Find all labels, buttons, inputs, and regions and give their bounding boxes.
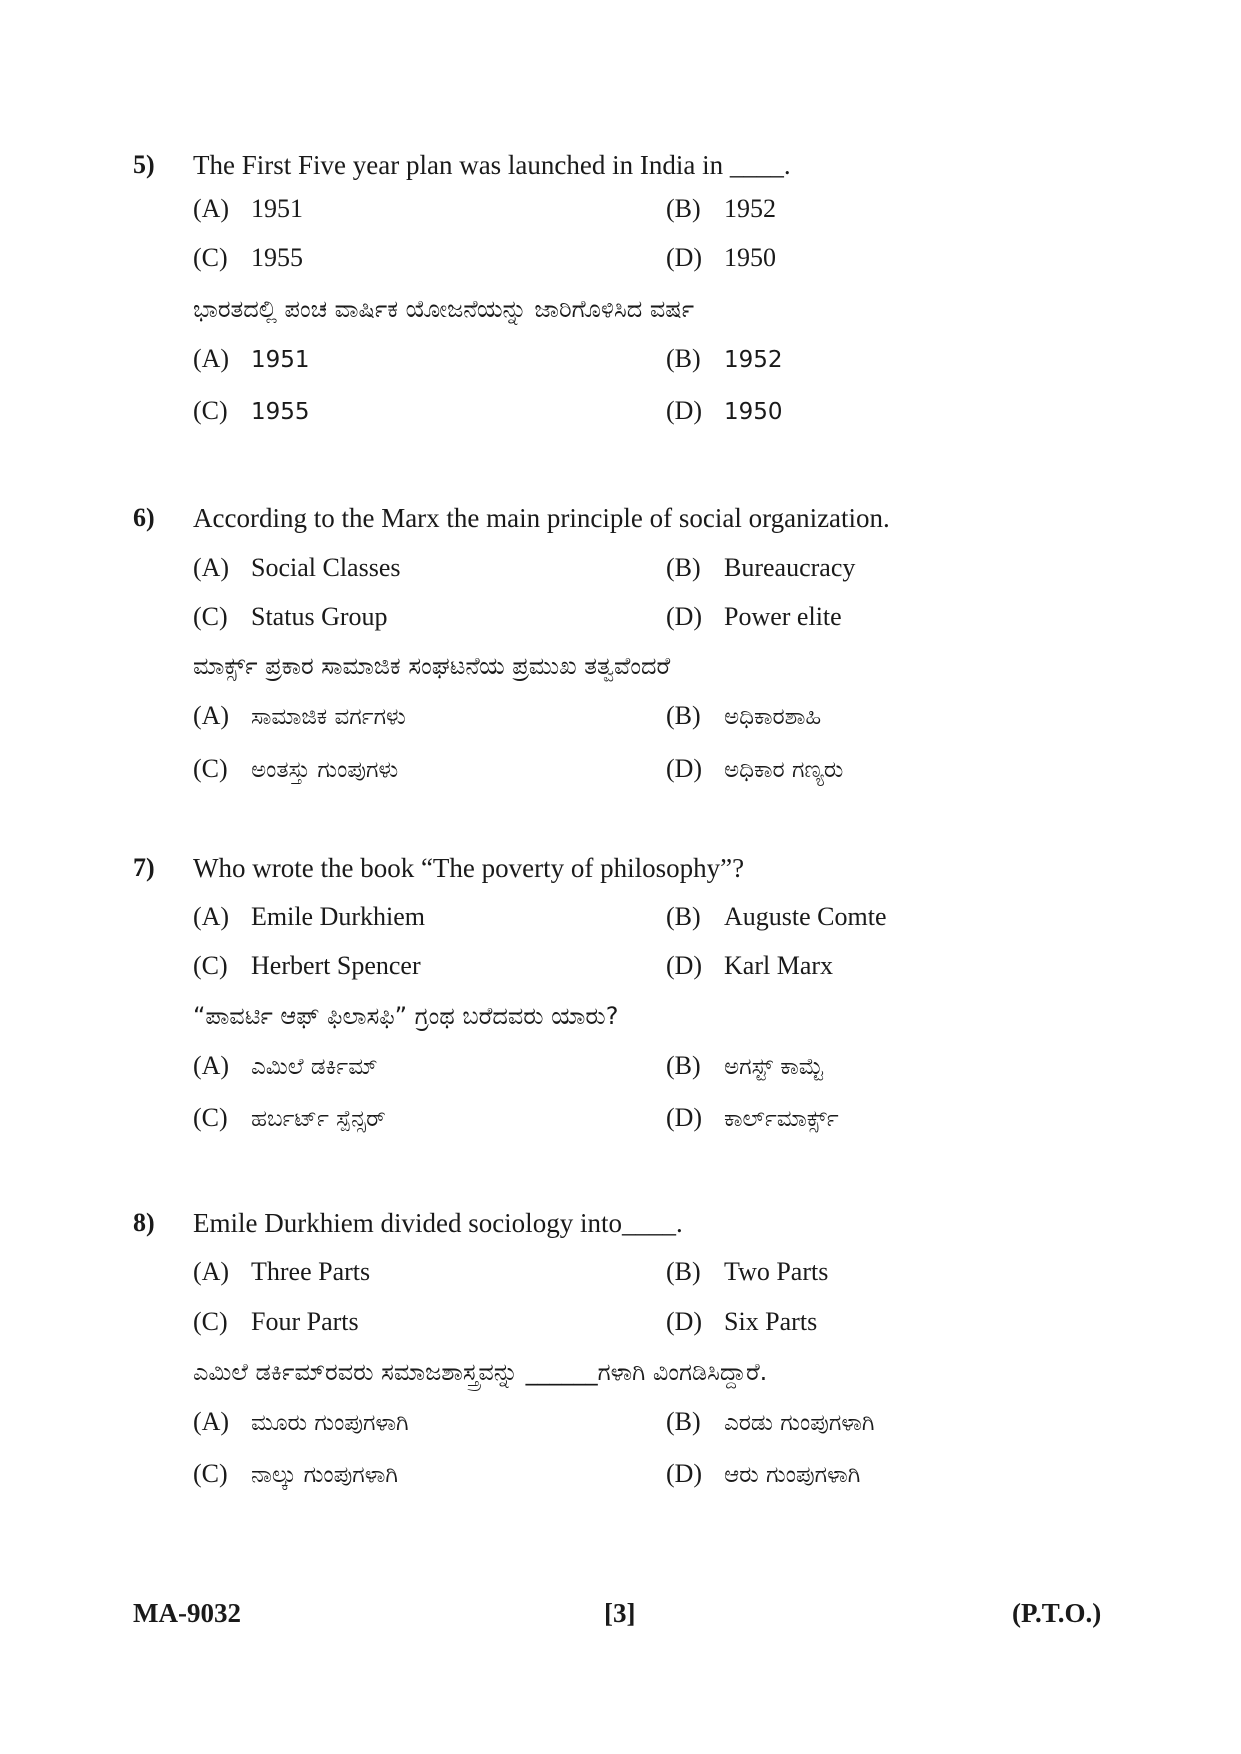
option-value: Status Group: [251, 602, 388, 631]
option-letter: (C): [193, 951, 228, 980]
option-b-en: [666, 194, 776, 224]
option-letter: (C): [193, 1307, 228, 1336]
option-b-kn: [666, 1051, 823, 1082]
option-letter: (D): [666, 243, 703, 272]
option-value: ಕಾರ್ಲ್‌ಮಾರ್ಕ್ಸ್: [724, 1106, 839, 1132]
option-value: Karl Marx: [724, 951, 834, 980]
option-value: ಅಧಿಕಾರಶಾಹಿ: [724, 704, 822, 730]
option-a-en: [193, 1257, 370, 1287]
option-value: 1951: [251, 194, 303, 223]
question-number: 8): [133, 1208, 155, 1237]
option-letter: (C): [193, 602, 228, 631]
option-value: ಸಾಮಾಜಿಕ ವರ್ಗಗಳು: [251, 704, 406, 730]
option-a-kn: [193, 1051, 378, 1082]
option-letter: (C): [193, 754, 228, 783]
question-text-kannada: ಭಾರತದಲ್ಲಿ ಪಂಚ ವಾರ್ಷಿಕ ಯೋಜನೆಯನ್ನು ಜಾರಿಗೊಳಿಸಿದ ವರ್ಷ: [193, 295, 695, 323]
question-text: Emile Durkhiem divided sociology into____.: [193, 1208, 683, 1238]
option-value: ಮೂರು ಗುಂಪುಗಳಾಗಿ: [251, 1410, 409, 1436]
option-letter: (C): [193, 1459, 228, 1488]
question-number: 5): [133, 150, 155, 179]
option-d-en: [666, 243, 776, 273]
option-letter: (A): [193, 1407, 230, 1436]
option-value: Social Classes: [251, 553, 401, 582]
option-value: ಎಮಿಲೆ ಡರ್ಕಿಮ್: [251, 1054, 378, 1080]
option-letter: (B): [666, 1257, 701, 1286]
option-c-kn: [193, 1459, 398, 1490]
question-text: According to the Marx the main principle of social organization.: [193, 503, 890, 533]
option-letter: (D): [666, 396, 703, 425]
option-value: ಅಂತಸ್ತು ಗುಂಪುಗಳು: [251, 757, 399, 783]
option-c-kn: [193, 754, 398, 785]
option-value: Bureaucracy: [724, 553, 856, 582]
option-c-en: [193, 951, 421, 981]
option-a-en: [193, 902, 425, 932]
option-value: ಹರ್ಬರ್ಟ್ ಸ್ಪೆನ್ಸರ್: [251, 1106, 386, 1132]
option-letter: (A): [193, 701, 230, 730]
option-value: Four Parts: [251, 1307, 359, 1336]
option-value: Herbert Spencer: [251, 951, 421, 980]
option-d-kn: [666, 1103, 839, 1134]
option-c-kn: [193, 1103, 386, 1134]
option-d-en: [666, 951, 833, 981]
option-letter: (A): [193, 344, 230, 373]
option-c-en: [193, 1307, 359, 1337]
option-value: Emile Durkhiem: [251, 902, 426, 931]
option-letter: (C): [193, 243, 228, 272]
option-a-en: [193, 553, 401, 583]
option-value: 1951: [251, 347, 310, 373]
option-letter: (B): [666, 701, 701, 730]
question-text-kannada: ಮಾರ್ಕ್ಸ್ ಪ್ರಕಾರ ಸಾಮಾಜಿಕ ಸಂಘಟನೆಯ ಪ್ರಮುಖ ತತ್ವವೆಂದರೆ: [193, 652, 671, 680]
option-letter: (A): [193, 194, 230, 223]
question-text-kannada: “ಪಾವರ್ಟಿ ಆಫ್ ಫಿಲಾಸಫಿ” ಗ್ರಂಥ ಬರೆದವರು ಯಾರು?: [193, 1002, 619, 1030]
paper-code: MA-9032: [133, 1598, 241, 1628]
option-letter: (D): [666, 1459, 703, 1488]
question-text-kannada: ಎಮಿಲೆ ಡರ್ಕಿಮ್‌ರವರು ಸಮಾಜಶಾಸ್ತ್ರವನ್ನು ______ಗಳಾಗಿ ವಿಂಗಡಿಸಿದ್ದಾರೆ.: [193, 1358, 768, 1386]
option-b-kn: [666, 701, 821, 732]
option-b-kn: [666, 1407, 875, 1438]
option-d-en: [666, 1307, 817, 1337]
option-a-en: [193, 194, 303, 224]
option-value: 1950: [724, 399, 783, 425]
option-letter: (B): [666, 344, 701, 373]
option-letter: (B): [666, 194, 701, 223]
option-value: 1955: [251, 243, 303, 272]
option-a-kn: [193, 701, 406, 732]
option-value: Power elite: [724, 602, 842, 631]
option-d-kn: [666, 396, 783, 427]
option-letter: (A): [193, 1051, 230, 1080]
option-b-en: [666, 902, 887, 932]
option-value: Six Parts: [724, 1307, 818, 1336]
option-value: ಅಗಸ್ಟ್ ಕಾಮ್ಟೆ: [724, 1054, 824, 1080]
option-value: 1955: [251, 399, 310, 425]
option-letter: (C): [193, 1103, 228, 1132]
question-text: The First Five year plan was launched in India in ____.: [193, 150, 791, 180]
option-b-en: [666, 553, 855, 583]
question-number: 6): [133, 503, 155, 532]
option-d-kn: [666, 754, 843, 785]
option-value: 1952: [724, 347, 783, 373]
pto-note: (P.T.O.): [1012, 1598, 1102, 1628]
option-value: Auguste Comte: [724, 902, 887, 931]
question-number: 7): [133, 853, 155, 882]
option-value: ಅಧಿಕಾರ ಗಣ್ಯರು: [724, 757, 844, 783]
option-letter: (D): [666, 1307, 703, 1336]
option-letter: (D): [666, 951, 703, 980]
option-value: Two Parts: [724, 1257, 829, 1286]
option-letter: (C): [193, 396, 228, 425]
option-a-kn: [193, 344, 310, 375]
option-b-en: [666, 1257, 828, 1287]
option-c-kn: [193, 396, 310, 427]
option-b-kn: [666, 344, 783, 375]
option-letter: (B): [666, 1407, 701, 1436]
option-letter: (B): [666, 1051, 701, 1080]
option-value: 1952: [724, 194, 776, 223]
option-letter: (D): [666, 754, 703, 783]
option-letter: (A): [193, 553, 230, 582]
option-letter: (A): [193, 1257, 230, 1286]
option-value: Three Parts: [251, 1257, 371, 1286]
option-a-kn: [193, 1407, 409, 1438]
option-c-en: [193, 243, 303, 273]
option-letter: (B): [666, 902, 701, 931]
page-number: [3]: [604, 1598, 636, 1628]
option-letter: (B): [666, 553, 701, 582]
option-value: 1950: [724, 243, 776, 272]
option-letter: (D): [666, 1103, 703, 1132]
question-text: Who wrote the book “The poverty of philosophy”?: [193, 853, 745, 883]
option-d-en: [666, 602, 842, 632]
option-d-kn: [666, 1459, 860, 1490]
option-value: ನಾಲ್ಕು ಗುಂಪುಗಳಾಗಿ: [251, 1462, 398, 1488]
option-value: ಎರಡು ಗುಂಪುಗಳಾಗಿ: [724, 1410, 875, 1436]
option-c-en: [193, 602, 388, 632]
option-letter: (D): [666, 602, 703, 631]
option-letter: (A): [193, 902, 230, 931]
option-value: ಆರು ಗುಂಪುಗಳಾಗಿ: [724, 1462, 861, 1488]
